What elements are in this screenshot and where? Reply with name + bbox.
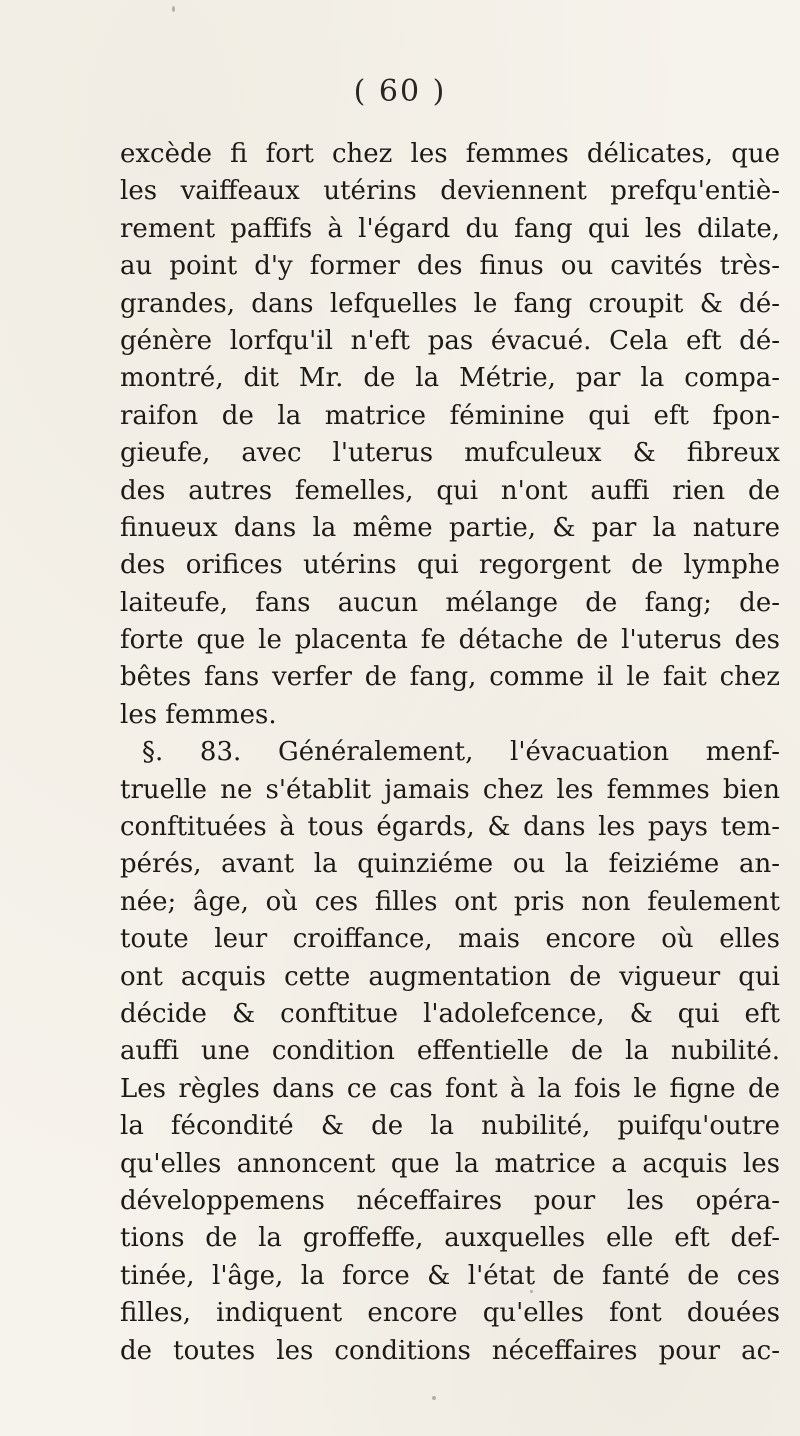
text-line: excède fi fort chez les femmes délicates, que <box>120 139 780 169</box>
text-line: tions de la groffeffe, auxquelles elle eft def- <box>120 1223 780 1254</box>
text-line: grandes, dans lefquelles le fang croupit & dé- <box>120 288 780 319</box>
page-number: ( 60 ) <box>353 74 447 109</box>
text-line: développemens néceffaires pour les opéra- <box>120 1185 780 1216</box>
text-line: conftituées à tous égards, & dans les pays tem- <box>120 812 780 843</box>
paper-speck <box>172 6 175 12</box>
text-line: la fécondité & de la nubilité, puifqu'outre <box>120 1111 780 1142</box>
text-line: raifon de la matrice féminine qui eft fpon- <box>120 400 780 431</box>
text-line: des orifices utérins qui regorgent de lymphe <box>120 550 780 581</box>
text-line: les vaiffeaux utérins deviennent prefqu'entiè- <box>120 176 780 207</box>
text-line: auffi une condition effentielle de la nubilité. <box>120 1036 780 1067</box>
body-text <box>120 136 780 1370</box>
paper-speck <box>432 1396 436 1400</box>
text-line: gieufe, avec l'uterus mufculeux & fibreux <box>120 438 780 469</box>
text-line: qu'elles annoncent que la matrice a acquis les <box>120 1148 780 1179</box>
text-line: de toutes les conditions néceffaires pour ac- <box>120 1335 780 1366</box>
text-line: les femmes. <box>120 699 277 730</box>
text-line: au point d'y former des finus ou cavités très- <box>120 251 780 282</box>
text-line: des autres femelles, qui n'ont auffi rien de <box>120 475 780 506</box>
text-line: forte que le placenta fe détache de l'uterus des <box>120 625 780 656</box>
text-line: génère lorfqu'il n'eft pas évacué. Cela eft dé- <box>120 325 780 356</box>
text-line: bêtes fans verfer de fang, comme il le fait chez <box>120 662 780 693</box>
text-line: Les règles dans ce cas font à la fois le figne de <box>120 1073 780 1104</box>
text-line: ont acquis cette augmentation de vigueur qui <box>120 961 780 992</box>
text-line: filles, indiquent encore qu'elles font douées <box>120 1298 780 1329</box>
text-line: née; âge, où ces filles ont pris non feulement <box>120 886 780 917</box>
text-line: pérés, avant la quinziéme ou la feiziéme an- <box>120 849 780 880</box>
text-line: décide & conftitue l'adolefcence, & qui eft <box>120 998 780 1029</box>
text-line: toute leur croiffance, mais encore où elles <box>120 924 780 955</box>
text-line: finueux dans la même partie, & par la nature <box>120 512 780 543</box>
text-line: laiteufe, fans aucun mélange de fang; de- <box>120 587 780 618</box>
section-heading-line: §. 83. Généralement, l'évacuation menf- <box>142 737 780 768</box>
text-line: rement paffifs à l'égard du fang qui les dilate, <box>120 213 780 244</box>
text-line: tinée, l'âge, la force & l'état de fanté de ces <box>120 1260 780 1291</box>
text-line: truelle ne s'établit jamais chez les femmes bien <box>120 774 780 805</box>
text-line: montré, dit Mr. de la Métrie, par la compa- <box>120 363 780 394</box>
